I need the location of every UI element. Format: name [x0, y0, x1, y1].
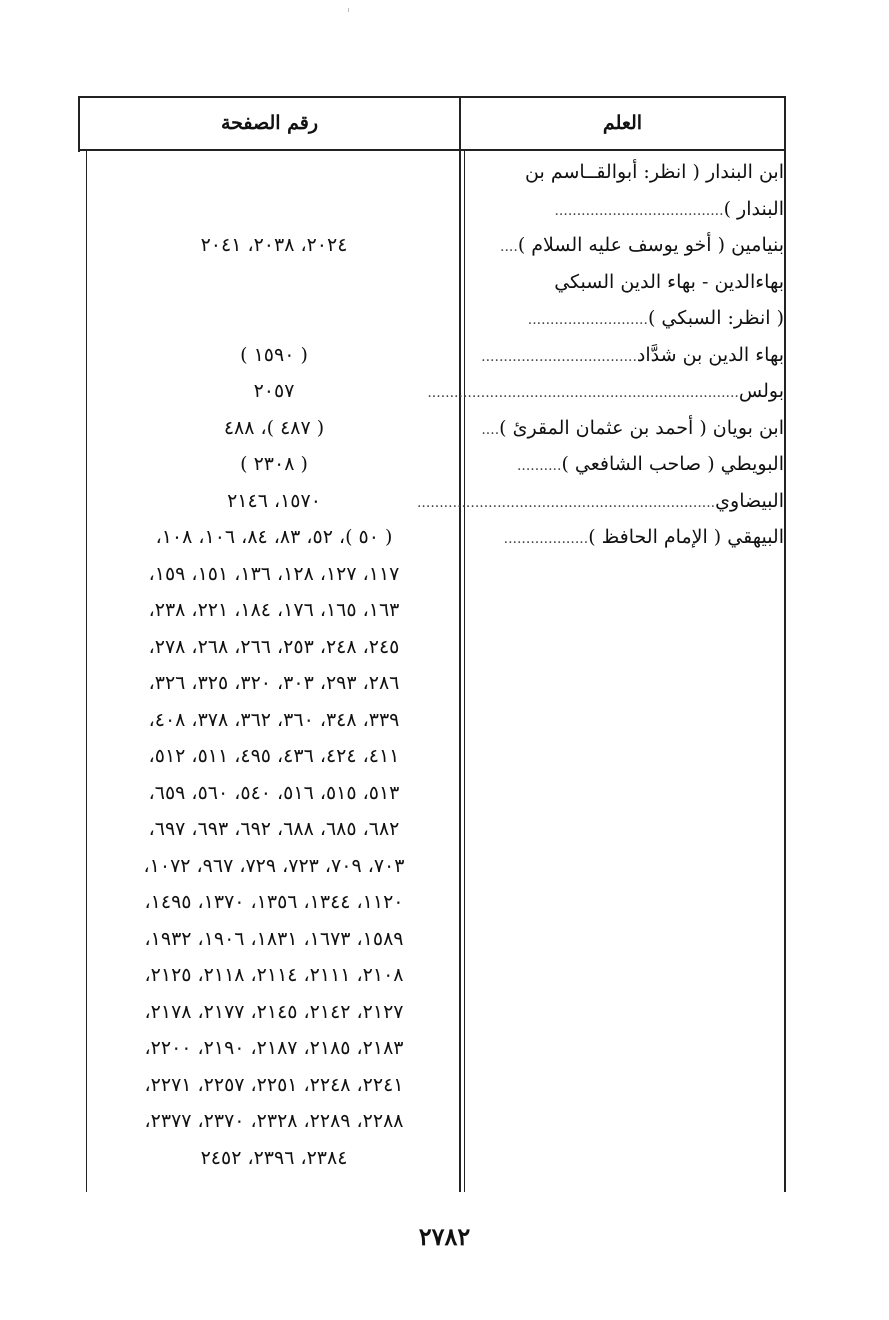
page-numbers-line: ٢١٠٨، ٢١١١، ٢١١٤، ٢١١٨، ٢١٢٥،	[144, 964, 404, 986]
name-entry: بهاء الدين بن شدَّاد...................................	[481, 343, 784, 366]
page-numbers-line: ٢٨٦، ٢٩٣، ٣٠٣، ٣٢٠، ٣٢٥، ٣٢٦،	[148, 672, 400, 694]
name-entry: بولس......................................................................	[427, 380, 784, 402]
name-entry: ( انظر: السبكي )...........................	[527, 307, 784, 329]
page-numbers-line: ٢٢٤١، ٢٢٤٨، ٢٢٥١، ٢٢٥٧، ٢٢٧١،	[144, 1073, 404, 1096]
page-numbers-line	[88, 154, 460, 191]
page-numbers-line: ٣٣٩، ٣٤٨، ٣٦٠، ٣٦٢، ٣٧٨، ٤٠٨،	[148, 708, 400, 731]
page-numbers-line: ( ١٥٩٠ )	[240, 343, 308, 366]
page-numbers-line: ٧٠٣، ٧٠٩، ٧٢٣، ٧٢٩، ٩٦٧، ١٠٧٢،	[143, 854, 405, 877]
page-numbers-line: ٢٠٥٧	[253, 380, 295, 402]
name-entry: البيهقي ( الإمام الحافظ )...................	[503, 526, 784, 548]
page-numbers-line: ١٦٣، ١٦٥، ١٧٦، ١٨٤، ٢٢١، ٢٣٨،	[148, 599, 400, 621]
page-numbers-line: ١١٧، ١٢٧، ١٢٨، ١٣٦، ١٥١، ١٥٩،	[148, 562, 400, 585]
pages-column	[88, 154, 460, 1176]
left-inner-rule	[86, 151, 87, 1192]
name-entry: البويطي ( صاحب الشافعي )..........	[516, 453, 784, 475]
page-number: ٢٧٨٢	[418, 1222, 471, 1251]
page-numbers-line: ٢٤٥، ٢٤٨، ٢٥٣، ٢٦٦، ٢٦٨، ٢٧٨،	[148, 635, 400, 658]
page-numbers-line	[88, 264, 460, 301]
page-numbers-line: ٢٠٢٤، ٢٠٣٨، ٢٠٤١	[200, 234, 348, 256]
name-entry: ابن البندار ( انظر: أبوالقــاسم بن	[525, 161, 784, 183]
name-entry: بنيامين ( أخو يوسف عليه السلام )....	[500, 234, 784, 256]
name-entry: البيضاوي...................................................................	[416, 489, 784, 512]
page-numbers-line: ( ٥٠ )، ٥٢، ٨٣، ٨٤، ١٠٦، ١٠٨،	[155, 526, 393, 548]
header-name-column: العلم	[602, 112, 643, 134]
page-numbers-line: ١٥٨٩، ١٦٧٣، ١٨٣١، ١٩٠٦، ١٩٣٢،	[144, 927, 404, 950]
names-column	[416, 154, 784, 556]
page-numbers-line: ٢٢٨٨، ٢٢٨٩، ٢٣٢٨، ٢٣٧٠، ٢٣٧٧،	[144, 1110, 404, 1132]
index-table	[78, 96, 786, 1192]
margin-mark	[348, 8, 349, 12]
name-entry: البندار )......................................	[554, 197, 784, 220]
page-numbers-line: ٢١٢٧، ٢١٤٢، ٢١٤٥، ٢١٧٧، ٢١٧٨،	[144, 1000, 404, 1023]
page-numbers-line: ٥١٣، ٥١٥، ٥١٦، ٥٤٠، ٥٦٠، ٦٥٩،	[148, 781, 400, 804]
header-page-column: رقم الصفحة	[220, 112, 319, 134]
page-numbers-line: ١٥٧٠، ٢١٤٦	[227, 489, 321, 512]
name-entry: بهاءالدين - بهاء الدين السبكي	[554, 270, 784, 293]
table-right-border	[784, 96, 786, 1192]
page-numbers-line: ٤١١، ٤٢٤، ٤٣٦، ٤٩٥، ٥١١، ٥١٢،	[148, 745, 400, 767]
page-numbers-line: ١١٢٠، ١٣٤٤، ١٣٥٦، ١٣٧٠، ١٤٩٥،	[144, 891, 404, 913]
page-numbers-line: ( ٤٨٧ )، ٤٨٨	[223, 416, 325, 439]
page-numbers-line	[88, 191, 460, 228]
page-numbers-line: ٢١٨٣، ٢١٨٥، ٢١٨٧، ٢١٩٠، ٢٢٠٠،	[144, 1037, 404, 1059]
page-numbers-line: ( ٢٣٠٨ )	[240, 453, 308, 475]
page-numbers-line: ٦٨٢، ٦٨٥، ٦٨٨، ٦٩٢، ٦٩٣، ٦٩٧،	[148, 818, 400, 840]
page-numbers-line: ٢٣٨٤، ٢٣٩٦، ٢٤٥٢	[200, 1146, 348, 1169]
page-numbers-line	[88, 300, 460, 337]
name-entry: ابن بويان ( أحمد بن عثمان المقرئ )....	[481, 416, 784, 439]
